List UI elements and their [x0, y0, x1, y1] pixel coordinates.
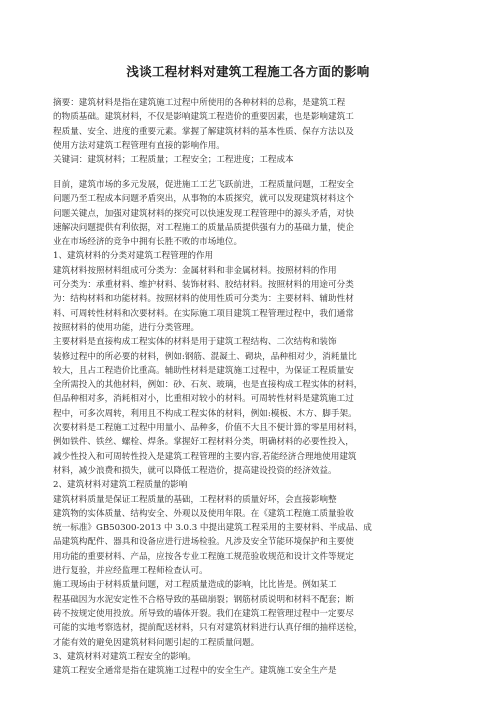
body-section [53, 178, 453, 678]
body-text-line: 业在市场经济的竞争中拥有长胜不败的市场地位。 [53, 237, 243, 248]
abstract-section [53, 96, 453, 167]
document-title: 浅谈工程材料对建筑工程施工各方面的影响 [126, 64, 370, 79]
body-text-line: 例如铁件、铁丝、螺栓、焊条。掌握好工程材料分类，明确材料的必要性投入， [53, 437, 354, 448]
body-text-line: 建筑工程安全通常是指在建筑施工过程中的安全生产。建筑施工安全生产是 [53, 666, 337, 677]
body-text-line: 施工现场由于材料质量问题，对工程质量造成的影响，比比皆是。例如某工 [53, 580, 337, 591]
body-text-line: 减少性投入和可周转性投入是建筑工程管理的主要内容,若能经济合理地使用建筑 [53, 451, 357, 462]
body-text-line: 进行复验，并应经监理工程师检查认可。 [53, 566, 208, 577]
abstract-line: 关键词：建筑材料；工程质量；工程安全；工程进度；工程成本 [53, 155, 294, 166]
body-text-line: 按照材料的使用功能，进行分类管理。 [53, 322, 200, 333]
body-text-line: 3、建筑材料对建筑工程安全的影响。 [53, 651, 196, 662]
abstract-line: 程质量、安全、进度的重要元素。掌握了解建筑材料的基本性质、保存方法以及 [53, 126, 354, 137]
body-text-line: 装修过程中的所必要的材料，例如:钢筋、混凝土、砌块，品种相对少，消耗量比 [53, 351, 357, 362]
abstract-line: 的物质基础。建筑材料，不仅是影响建筑工程造价的重要因素，也是影响建筑工 [53, 112, 354, 123]
body-text-line: 可分类为：承重材料、维护材料、装饰材料、胶结材料。按照材料的用途可分类 [53, 280, 354, 291]
body-text-line: 建筑材料质量是保证工程质量的基础，工程材料的质量好坏，会直接影响整 [53, 494, 337, 505]
abstract-line: 使用方法对建筑工程管理有直接的影响作用。 [53, 140, 225, 151]
body-text-line: 建筑物的实体质量、结构安全、外观以及使用年限。在《建筑工程施工质量验收 [53, 508, 354, 519]
body-text-line: 品建筑构配件、器具和设备应进行进场检验。凡涉及安全节能环境保护和主要使 [53, 537, 354, 548]
body-text-line: 建筑材料按照材料组成可分类为：金属材料和非金属材料。按照材料的作用 [53, 265, 337, 276]
body-text-line: 为：结构材料和功能材料。按照材料的使用性质可分类为：主要材料、辅助性材 [53, 294, 354, 305]
abstract-line: 摘要：建筑材料是指在建筑施工过程中所使用的各种材料的总称，是建筑工程 [53, 98, 346, 108]
body-text-line: 但品种相对多，消耗相对小，比重相对较小的材料。可周转性材料是建筑施工过 [53, 394, 354, 405]
body-text-line: 统一标准》GB50300-2013 中 3.0.3 中提出建筑工程采用的主要材料、半成品、成 [53, 523, 372, 534]
body-text-line: 可能的实地考察选材，提前配送材料，只有对建筑材料进行认真仔细的抽样送检， [53, 623, 363, 634]
body-text-line: 速解决问题提供有利依据，对工程施工的质量品质提供强有力的基础力量，使企 [53, 222, 354, 233]
body-text-line: 较大，且占工程造价比重高。辅助性材料是建筑施工过程中，为保证工程质量安 [53, 365, 354, 376]
body-text-line: 料、可周转性材料和次要材料。在实际施工项目建筑工程管理过程中，我们通常 [53, 308, 354, 319]
body-text-line: 1、建筑材料的分类对建筑工程管理的作用 [53, 251, 214, 262]
body-text-line: 问题乃至工程成本问题矛盾突出，从事物的本质探究，就可以发现建筑材料这个 [53, 194, 354, 205]
body-text-line: 材料，减少浪费和损失，就可以降低工程造价，提高建设投资的经济效益。 [53, 465, 337, 476]
body-text-line: 用功能的重要材料、产品，应按各专业工程施工规范验收规范和设计文件等规定 [53, 551, 354, 562]
body-text-line: 主要材料是直接构成工程实体的材料是用于建筑工程结构、二次结构和装饰 [53, 337, 337, 348]
body-text-line: 目前，建筑市场的多元发展，促进施工工艺飞跃前进，工程质量问题，工程安全 [53, 180, 354, 190]
body-text-line: 全所需投入的其他材料，例如：砂、石灰、玻璃，也是直接构成工程实体的材料， [53, 380, 363, 391]
body-text-line: 问题关键点，加强对建筑材料的探究可以快速发现工程管理中的源头矛盾，对快 [53, 208, 354, 219]
body-text-line: 次要材料是工程施工过程中用量小、品种多，价值不大且不便计算的零星用材料， [53, 423, 363, 434]
body-text-line: 才能有效的避免因建筑材料问题引起的工程质量问题。 [53, 637, 260, 648]
body-text-line: 2、建筑材料对建筑工程质量的影响 [53, 480, 188, 491]
body-text-line: 砖不按规定使用投放。所导致的墙体开裂。我们在建筑工程管理过程中一定要尽 [53, 608, 354, 619]
body-text-line: 程基础因为水泥安定性不合格导致的基础崩裂；钢筋材质说明和材料不配套；断 [53, 594, 354, 605]
body-text-line: 程中，可多次周转，利用且不构成工程实体的材料，例如:模板、木方、脚手架。 [53, 408, 357, 419]
